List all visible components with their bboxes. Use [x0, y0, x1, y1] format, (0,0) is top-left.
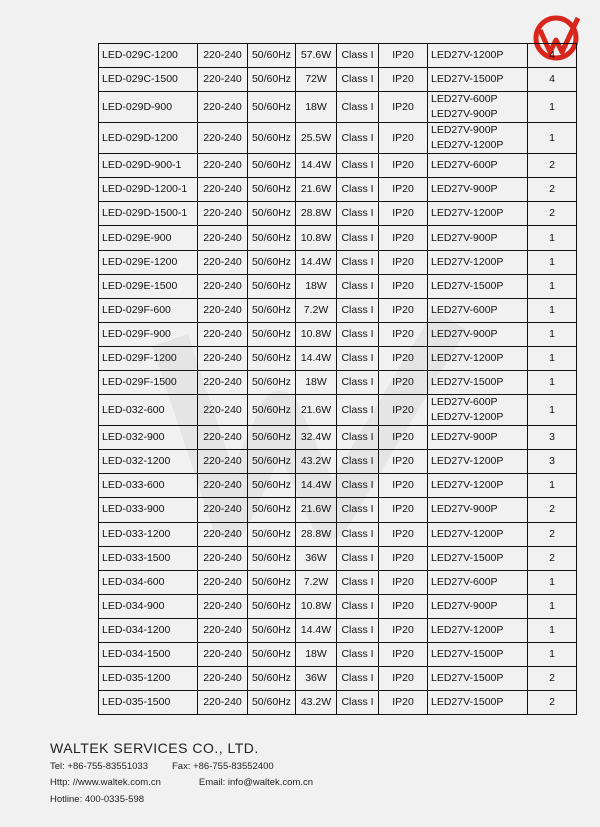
model-cell: LED-029E-1500	[99, 274, 198, 298]
ip-rating-cell: IP20	[379, 618, 428, 642]
lamp-model: LED27V-900P	[431, 503, 498, 516]
class-cell: Class I	[337, 92, 379, 123]
table-row	[99, 226, 577, 250]
voltage-cell: 220-240	[198, 274, 248, 298]
frequency-cell: 50/60Hz	[248, 322, 296, 346]
frequency-cell: 50/60Hz	[248, 346, 296, 370]
voltage-cell: 220-240	[198, 298, 248, 322]
lamp-cell	[428, 322, 528, 346]
quantity-cell: 1	[528, 594, 577, 618]
product-spec-table	[98, 43, 577, 715]
model-cell: LED-033-1200	[99, 522, 198, 546]
power-cell: 7.2W	[296, 298, 337, 322]
lamp-model: LED27V-1200P	[431, 49, 504, 62]
model-cell: LED-029D-1200	[99, 123, 198, 154]
class-cell: Class I	[337, 346, 379, 370]
class-cell: Class I	[337, 570, 379, 594]
frequency-cell: 50/60Hz	[248, 178, 296, 202]
class-cell: Class I	[337, 450, 379, 474]
voltage-cell: 220-240	[198, 395, 248, 426]
quantity-cell: 1	[528, 618, 577, 642]
hotline-text: Hotline: 400-0335-598	[50, 793, 145, 805]
class-cell: Class I	[337, 618, 379, 642]
table-row	[99, 322, 577, 346]
lamp-cell	[428, 346, 528, 370]
table-row	[99, 178, 577, 202]
ip-rating-cell: IP20	[379, 570, 428, 594]
lamp-cell	[428, 371, 528, 395]
lamp-model: LED27V-1500P	[431, 376, 504, 389]
ip-rating-cell: IP20	[379, 92, 428, 123]
quantity-cell: 1	[528, 298, 577, 322]
power-cell: 18W	[296, 274, 337, 298]
voltage-cell: 220-240	[198, 570, 248, 594]
ip-rating-cell: IP20	[379, 178, 428, 202]
quantity-cell: 2	[528, 154, 577, 178]
model-cell: LED-032-900	[99, 426, 198, 450]
ip-rating-cell: IP20	[379, 691, 428, 715]
model-cell: LED-029F-600	[99, 298, 198, 322]
class-cell: Class I	[337, 154, 379, 178]
quantity-cell: 2	[528, 202, 577, 226]
company-name: WALTEK SERVICES CO., LTD.	[50, 740, 259, 756]
lamp-model: LED27V-600P	[431, 396, 498, 409]
model-cell: LED-029F-1500	[99, 371, 198, 395]
lamp-cell	[428, 570, 528, 594]
voltage-cell: 220-240	[198, 346, 248, 370]
table-row	[99, 154, 577, 178]
lamp-cell	[428, 123, 528, 154]
voltage-cell: 220-240	[198, 546, 248, 570]
ip-rating-cell: IP20	[379, 123, 428, 154]
lamp-model: LED27V-900P	[431, 231, 498, 244]
class-cell: Class I	[337, 667, 379, 691]
lamp-model: LED27V-1500P	[431, 672, 504, 685]
quantity-cell: 2	[528, 522, 577, 546]
table-row	[99, 274, 577, 298]
lamp-model: LED27V-1200P	[431, 623, 504, 636]
model-cell: LED-029E-1200	[99, 250, 198, 274]
website-link[interactable]: Http: //www.waltek.com.cn	[50, 777, 161, 788]
ip-rating-cell: IP20	[379, 642, 428, 666]
voltage-cell: 220-240	[198, 44, 248, 68]
quantity-cell: 4	[528, 68, 577, 92]
frequency-cell: 50/60Hz	[248, 522, 296, 546]
voltage-cell: 220-240	[198, 123, 248, 154]
frequency-cell: 50/60Hz	[248, 154, 296, 178]
ip-rating-cell: IP20	[379, 250, 428, 274]
voltage-cell: 220-240	[198, 594, 248, 618]
class-cell: Class I	[337, 498, 379, 522]
frequency-cell: 50/60Hz	[248, 395, 296, 426]
ip-rating-cell: IP20	[379, 667, 428, 691]
quantity-cell: 1	[528, 274, 577, 298]
model-cell: LED-035-1500	[99, 691, 198, 715]
class-cell: Class I	[337, 642, 379, 666]
voltage-cell: 220-240	[198, 226, 248, 250]
class-cell: Class I	[337, 546, 379, 570]
model-cell: LED-029F-1200	[99, 346, 198, 370]
model-cell: LED-034-1500	[99, 642, 198, 666]
lamp-model: LED27V-600P	[431, 159, 498, 172]
lamp-model: LED27V-1500P	[431, 73, 504, 86]
frequency-cell: 50/60Hz	[248, 642, 296, 666]
table-row	[99, 594, 577, 618]
power-cell: 32.4W	[296, 426, 337, 450]
voltage-cell: 220-240	[198, 154, 248, 178]
table-row	[99, 546, 577, 570]
quantity-cell: 2	[528, 667, 577, 691]
table-row	[99, 92, 577, 123]
lamp-cell	[428, 68, 528, 92]
table-row	[99, 298, 577, 322]
power-cell: 72W	[296, 68, 337, 92]
table-row	[99, 426, 577, 450]
frequency-cell: 50/60Hz	[248, 123, 296, 154]
frequency-cell: 50/60Hz	[248, 691, 296, 715]
table-row	[99, 346, 577, 370]
model-cell: LED-035-1200	[99, 667, 198, 691]
quantity-cell: 4	[528, 44, 577, 68]
lamp-model: LED27V-1200P	[431, 455, 504, 468]
ip-rating-cell: IP20	[379, 498, 428, 522]
frequency-cell: 50/60Hz	[248, 68, 296, 92]
lamp-model: LED27V-1200P	[431, 351, 504, 364]
table-row	[99, 123, 577, 154]
power-cell: 25.5W	[296, 123, 337, 154]
lamp-model: LED27V-1200P	[431, 207, 504, 220]
class-cell: Class I	[337, 68, 379, 92]
power-cell: 28.8W	[296, 202, 337, 226]
quantity-cell: 1	[528, 570, 577, 594]
model-cell: LED-029D-1200-1	[99, 178, 198, 202]
power-cell: 14.4W	[296, 250, 337, 274]
quantity-cell: 3	[528, 426, 577, 450]
table-row	[99, 474, 577, 498]
ip-rating-cell: IP20	[379, 450, 428, 474]
quantity-cell: 1	[528, 226, 577, 250]
voltage-cell: 220-240	[198, 178, 248, 202]
table-row	[99, 522, 577, 546]
power-cell: 21.6W	[296, 395, 337, 426]
power-cell: 36W	[296, 546, 337, 570]
lamp-model: LED27V-1200P	[431, 411, 504, 424]
quantity-cell: 2	[528, 691, 577, 715]
table-row	[99, 618, 577, 642]
frequency-cell: 50/60Hz	[248, 274, 296, 298]
ip-rating-cell: IP20	[379, 226, 428, 250]
company-footer	[50, 740, 313, 808]
lamp-model: LED27V-900P	[431, 183, 498, 196]
table-row	[99, 44, 577, 68]
table-row	[99, 450, 577, 474]
model-cell: LED-033-900	[99, 498, 198, 522]
ip-rating-cell: IP20	[379, 594, 428, 618]
power-cell: 28.8W	[296, 522, 337, 546]
ip-rating-cell: IP20	[379, 426, 428, 450]
frequency-cell: 50/60Hz	[248, 618, 296, 642]
ip-rating-cell: IP20	[379, 522, 428, 546]
model-cell: LED-029E-900	[99, 226, 198, 250]
lamp-cell	[428, 154, 528, 178]
voltage-cell: 220-240	[198, 92, 248, 123]
lamp-cell	[428, 498, 528, 522]
model-cell: LED-034-900	[99, 594, 198, 618]
lamp-cell	[428, 426, 528, 450]
class-cell: Class I	[337, 474, 379, 498]
power-cell: 10.8W	[296, 322, 337, 346]
power-cell: 14.4W	[296, 474, 337, 498]
lamp-cell	[428, 450, 528, 474]
model-cell: LED-034-1200	[99, 618, 198, 642]
frequency-cell: 50/60Hz	[248, 546, 296, 570]
table-row	[99, 250, 577, 274]
lamp-cell	[428, 226, 528, 250]
quantity-cell: 2	[528, 546, 577, 570]
ip-rating-cell: IP20	[379, 546, 428, 570]
quantity-cell: 1	[528, 371, 577, 395]
lamp-model: LED27V-1200P	[431, 139, 504, 152]
lamp-cell	[428, 546, 528, 570]
power-cell: 10.8W	[296, 226, 337, 250]
table-row	[99, 68, 577, 92]
class-cell: Class I	[337, 426, 379, 450]
table-row	[99, 498, 577, 522]
quantity-cell: 2	[528, 178, 577, 202]
quantity-cell: 1	[528, 474, 577, 498]
lamp-cell	[428, 691, 528, 715]
class-cell: Class I	[337, 322, 379, 346]
table-row	[99, 691, 577, 715]
ip-rating-cell: IP20	[379, 274, 428, 298]
voltage-cell: 220-240	[198, 642, 248, 666]
lamp-model: LED27V-900P	[431, 108, 498, 121]
frequency-cell: 50/60Hz	[248, 44, 296, 68]
class-cell: Class I	[337, 522, 379, 546]
ip-rating-cell: IP20	[379, 322, 428, 346]
model-cell: LED-032-600	[99, 395, 198, 426]
ip-rating-cell: IP20	[379, 395, 428, 426]
voltage-cell: 220-240	[198, 474, 248, 498]
class-cell: Class I	[337, 298, 379, 322]
ip-rating-cell: IP20	[379, 44, 428, 68]
quantity-cell: 1	[528, 395, 577, 426]
lamp-cell	[428, 522, 528, 546]
frequency-cell: 50/60Hz	[248, 594, 296, 618]
model-cell: LED-034-600	[99, 570, 198, 594]
frequency-cell: 50/60Hz	[248, 450, 296, 474]
class-cell: Class I	[337, 691, 379, 715]
voltage-cell: 220-240	[198, 250, 248, 274]
quantity-cell: 1	[528, 642, 577, 666]
voltage-cell: 220-240	[198, 68, 248, 92]
power-cell: 18W	[296, 92, 337, 123]
lamp-cell	[428, 395, 528, 426]
power-cell: 14.4W	[296, 618, 337, 642]
lamp-model: LED27V-1500P	[431, 696, 504, 709]
table-row	[99, 642, 577, 666]
quantity-cell: 1	[528, 346, 577, 370]
power-cell: 18W	[296, 371, 337, 395]
class-cell: Class I	[337, 250, 379, 274]
power-cell: 21.6W	[296, 498, 337, 522]
model-cell: LED-032-1200	[99, 450, 198, 474]
lamp-model: LED27V-1500P	[431, 279, 504, 292]
class-cell: Class I	[337, 226, 379, 250]
lamp-model: LED27V-1200P	[431, 527, 504, 540]
lamp-model: LED27V-900P	[431, 327, 498, 340]
lamp-cell	[428, 474, 528, 498]
ip-rating-cell: IP20	[379, 298, 428, 322]
power-cell: 36W	[296, 667, 337, 691]
lamp-model: LED27V-900P	[431, 124, 498, 137]
lamp-cell	[428, 44, 528, 68]
ip-rating-cell: IP20	[379, 154, 428, 178]
class-cell: Class I	[337, 202, 379, 226]
lamp-cell	[428, 642, 528, 666]
quantity-cell: 1	[528, 250, 577, 274]
model-cell: LED-029C-1500	[99, 68, 198, 92]
class-cell: Class I	[337, 395, 379, 426]
class-cell: Class I	[337, 274, 379, 298]
quantity-cell: 1	[528, 322, 577, 346]
ip-rating-cell: IP20	[379, 68, 428, 92]
lamp-model: LED27V-1500P	[431, 551, 504, 564]
voltage-cell: 220-240	[198, 426, 248, 450]
voltage-cell: 220-240	[198, 322, 248, 346]
power-cell: 21.6W	[296, 178, 337, 202]
frequency-cell: 50/60Hz	[248, 498, 296, 522]
model-cell: LED-029D-900-1	[99, 154, 198, 178]
ip-rating-cell: IP20	[379, 346, 428, 370]
frequency-cell: 50/60Hz	[248, 667, 296, 691]
power-cell: 43.2W	[296, 450, 337, 474]
lamp-model: LED27V-600P	[431, 303, 498, 316]
frequency-cell: 50/60Hz	[248, 202, 296, 226]
class-cell: Class I	[337, 371, 379, 395]
table-row	[99, 667, 577, 691]
lamp-model: LED27V-600P	[431, 93, 498, 106]
class-cell: Class I	[337, 594, 379, 618]
lamp-cell	[428, 250, 528, 274]
lamp-model: LED27V-1200P	[431, 255, 504, 268]
lamp-cell	[428, 618, 528, 642]
power-cell: 18W	[296, 642, 337, 666]
frequency-cell: 50/60Hz	[248, 298, 296, 322]
power-cell: 10.8W	[296, 594, 337, 618]
lamp-cell	[428, 274, 528, 298]
quantity-cell: 2	[528, 498, 577, 522]
class-cell: Class I	[337, 178, 379, 202]
table-row	[99, 395, 577, 426]
frequency-cell: 50/60Hz	[248, 371, 296, 395]
lamp-cell	[428, 298, 528, 322]
lamp-cell	[428, 178, 528, 202]
lamp-model: LED27V-1200P	[431, 479, 504, 492]
lamp-cell	[428, 667, 528, 691]
lamp-model: LED27V-900P	[431, 599, 498, 612]
lamp-cell	[428, 594, 528, 618]
power-cell: 43.2W	[296, 691, 337, 715]
frequency-cell: 50/60Hz	[248, 426, 296, 450]
voltage-cell: 220-240	[198, 618, 248, 642]
frequency-cell: 50/60Hz	[248, 250, 296, 274]
model-cell: LED-029D-1500-1	[99, 202, 198, 226]
model-cell: LED-033-1500	[99, 546, 198, 570]
frequency-cell: 50/60Hz	[248, 474, 296, 498]
power-cell: 14.4W	[296, 346, 337, 370]
model-cell: LED-033-600	[99, 474, 198, 498]
power-cell: 14.4W	[296, 154, 337, 178]
voltage-cell: 220-240	[198, 691, 248, 715]
voltage-cell: 220-240	[198, 202, 248, 226]
tel-text: Tel: +86-755-83551033	[50, 760, 148, 772]
fax-text: Fax: +86-755-83552400	[171, 760, 274, 772]
voltage-cell: 220-240	[198, 522, 248, 546]
frequency-cell: 50/60Hz	[248, 226, 296, 250]
ip-rating-cell: IP20	[379, 202, 428, 226]
class-cell: Class I	[337, 123, 379, 154]
class-cell: Class I	[337, 44, 379, 68]
voltage-cell: 220-240	[198, 667, 248, 691]
voltage-cell: 220-240	[198, 371, 248, 395]
voltage-cell: 220-240	[198, 450, 248, 474]
ip-rating-cell: IP20	[379, 474, 428, 498]
ip-rating-cell: IP20	[379, 371, 428, 395]
table-row	[99, 371, 577, 395]
model-cell: LED-029C-1200	[99, 44, 198, 68]
quantity-cell: 3	[528, 450, 577, 474]
model-cell: LED-029F-900	[99, 322, 198, 346]
quantity-cell: 1	[528, 92, 577, 123]
lamp-cell	[428, 92, 528, 123]
power-cell: 57.6W	[296, 44, 337, 68]
frequency-cell: 50/60Hz	[248, 92, 296, 123]
power-cell: 7.2W	[296, 570, 337, 594]
lamp-model: LED27V-600P	[431, 575, 498, 588]
table-row	[99, 202, 577, 226]
lamp-model: LED27V-1500P	[431, 648, 504, 661]
email-link[interactable]: Email: info@waltek.com.cn	[198, 777, 314, 788]
quantity-cell: 1	[528, 123, 577, 154]
frequency-cell: 50/60Hz	[248, 570, 296, 594]
table-row	[99, 570, 577, 594]
voltage-cell: 220-240	[198, 498, 248, 522]
model-cell: LED-029D-900	[99, 92, 198, 123]
lamp-cell	[428, 202, 528, 226]
lamp-model: LED27V-900P	[431, 431, 498, 444]
